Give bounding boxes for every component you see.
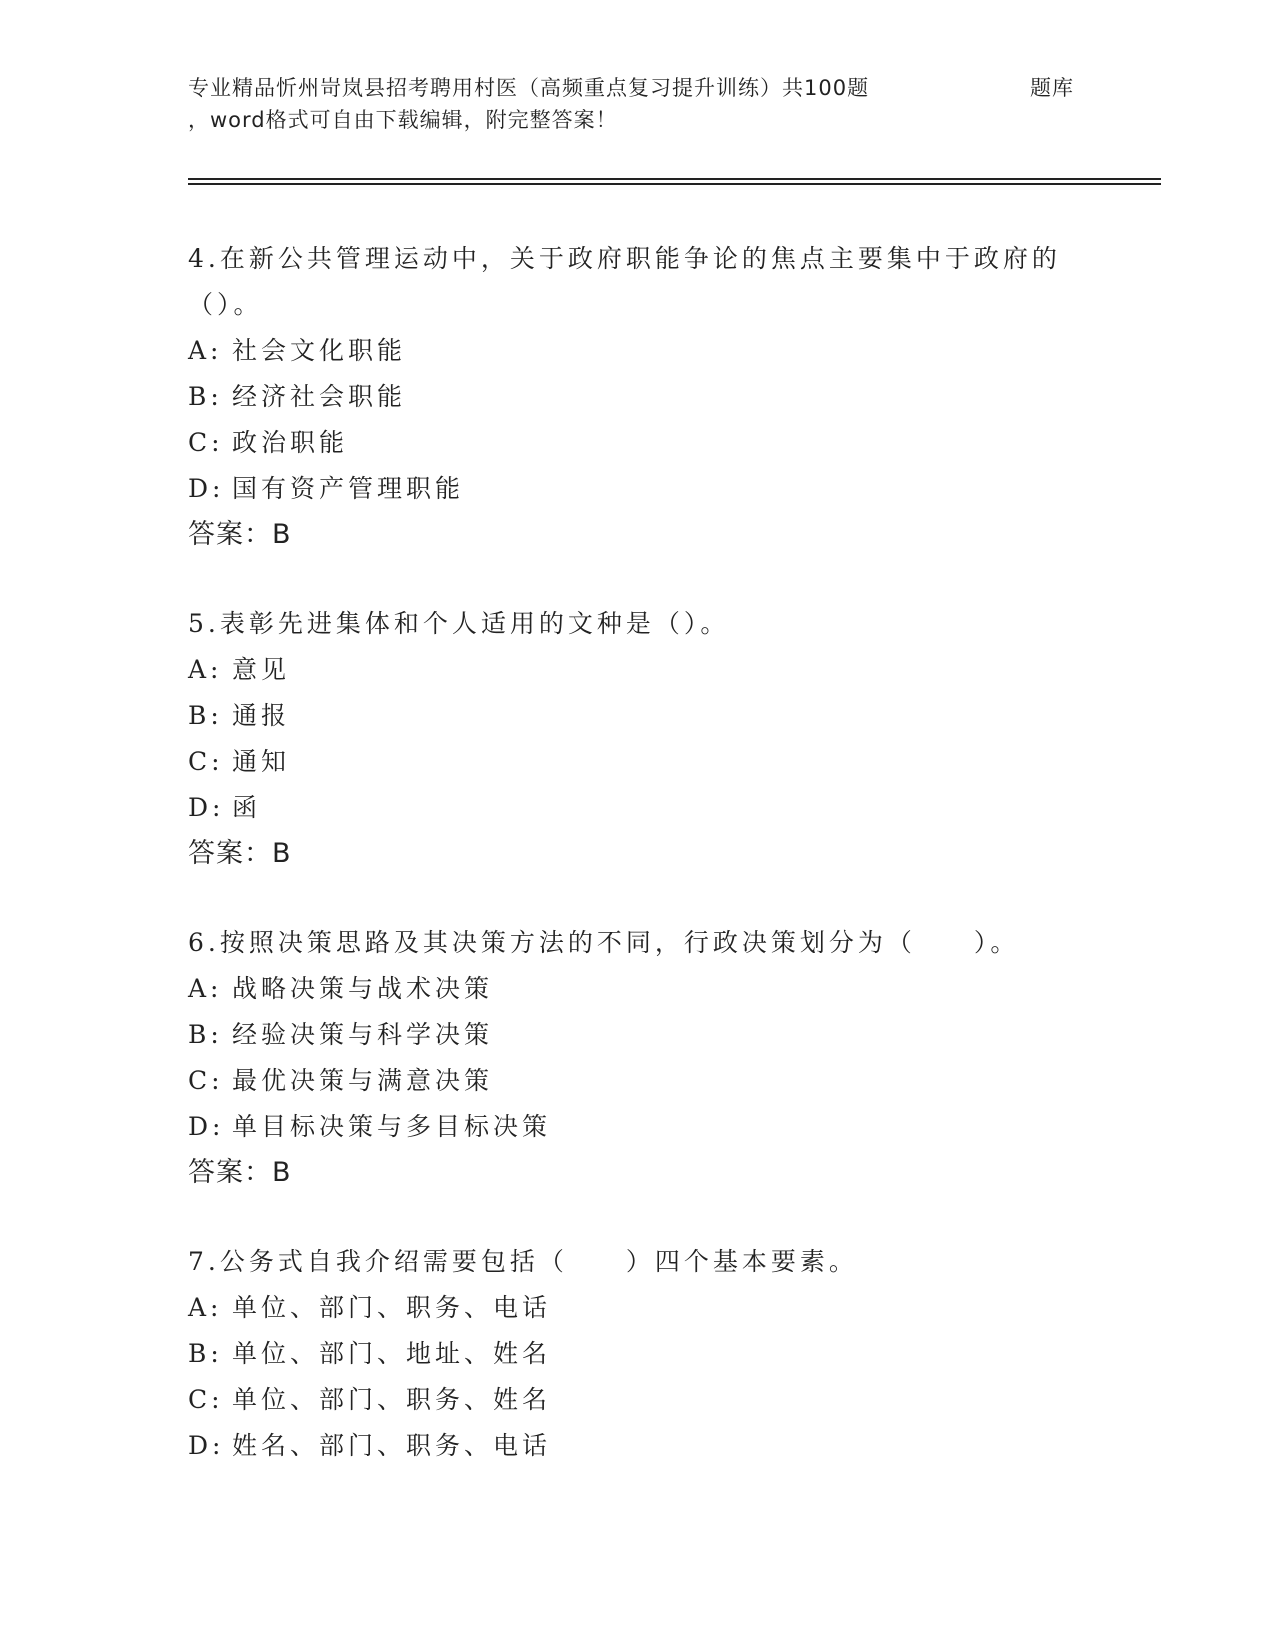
option-c bbox=[188, 1058, 1088, 1104]
option-text: 姓名、部门、职务、电话 bbox=[232, 1431, 552, 1460]
question-4 bbox=[188, 236, 1088, 558]
question-stem: 6.按照决策思路及其决策方法的不同，行政决策划分为（ ）。 bbox=[188, 928, 1020, 957]
header-tag: 题库 bbox=[1030, 76, 1074, 100]
option-letter: A: bbox=[188, 655, 223, 684]
option-letter: C: bbox=[188, 428, 224, 457]
option-letter: D: bbox=[188, 1431, 225, 1460]
option-text: 单位、部门、职务、电话 bbox=[232, 1293, 552, 1322]
option-text: 社会文化职能 bbox=[232, 336, 407, 365]
option-a bbox=[188, 1285, 1088, 1331]
question-5 bbox=[188, 601, 1088, 877]
page-header bbox=[188, 72, 1148, 136]
option-letter: A: bbox=[188, 336, 223, 365]
option-d bbox=[188, 466, 1088, 512]
option-text: 战略决策与战术决策 bbox=[232, 974, 494, 1003]
header-divider-top bbox=[188, 178, 1161, 180]
question-stem: 5.表彰先进集体和个人适用的文种是（）。 bbox=[188, 609, 730, 638]
option-text: 单目标决策与多目标决策 bbox=[232, 1112, 552, 1141]
question-list bbox=[188, 236, 1088, 1512]
option-letter: C: bbox=[188, 1066, 224, 1095]
option-b bbox=[188, 374, 1088, 420]
question-stem: 7.公务式自我介绍需要包括（ ）四个基本要素。 bbox=[188, 1247, 858, 1276]
option-letter: B: bbox=[188, 382, 223, 411]
option-d bbox=[188, 1104, 1088, 1150]
question-7 bbox=[188, 1239, 1088, 1469]
option-letter: A: bbox=[188, 974, 223, 1003]
option-c bbox=[188, 420, 1088, 466]
option-letter: D: bbox=[188, 793, 225, 822]
option-letter: B: bbox=[188, 1339, 223, 1368]
document-subtitle: ，word格式可自由下载编辑，附完整答案！ bbox=[188, 108, 618, 132]
option-a bbox=[188, 647, 1088, 693]
option-a bbox=[188, 966, 1088, 1012]
option-text: 最优决策与满意决策 bbox=[232, 1066, 494, 1095]
answer-line: 答案：B bbox=[188, 519, 292, 550]
option-text: 经济社会职能 bbox=[232, 382, 407, 411]
option-text: 函 bbox=[232, 793, 262, 822]
option-letter: A: bbox=[188, 1293, 223, 1322]
option-letter: B: bbox=[188, 701, 223, 730]
question-6 bbox=[188, 920, 1088, 1196]
option-a bbox=[188, 328, 1088, 374]
header-divider-bottom bbox=[188, 183, 1161, 185]
option-b bbox=[188, 1012, 1088, 1058]
option-letter: B: bbox=[188, 1020, 223, 1049]
option-d bbox=[188, 1423, 1088, 1469]
option-text: 意见 bbox=[232, 655, 291, 684]
option-b bbox=[188, 693, 1088, 739]
option-text: 通报 bbox=[232, 701, 291, 730]
option-letter: D: bbox=[188, 1112, 225, 1141]
option-text: 国有资产管理职能 bbox=[232, 474, 465, 503]
answer-line: 答案：B bbox=[188, 838, 292, 869]
option-text: 经验决策与科学决策 bbox=[232, 1020, 494, 1049]
option-letter: D: bbox=[188, 474, 225, 503]
option-letter: C: bbox=[188, 747, 224, 776]
option-c bbox=[188, 739, 1088, 785]
option-text: 政治职能 bbox=[232, 428, 349, 457]
question-stem: 4.在新公共管理运动中，关于政府职能争论的焦点主要集中于政府的（）。 bbox=[188, 244, 1061, 319]
option-letter: C: bbox=[188, 1385, 224, 1414]
option-text: 通知 bbox=[232, 747, 291, 776]
option-text: 单位、部门、地址、姓名 bbox=[232, 1339, 552, 1368]
answer-line: 答案：B bbox=[188, 1157, 292, 1188]
document-title: 专业精品忻州岢岚县招考聘用村医（高频重点复习提升训练）共100题 bbox=[188, 76, 870, 100]
option-c bbox=[188, 1377, 1088, 1423]
option-d bbox=[188, 785, 1088, 831]
option-b bbox=[188, 1331, 1088, 1377]
option-text: 单位、部门、职务、姓名 bbox=[232, 1385, 552, 1414]
